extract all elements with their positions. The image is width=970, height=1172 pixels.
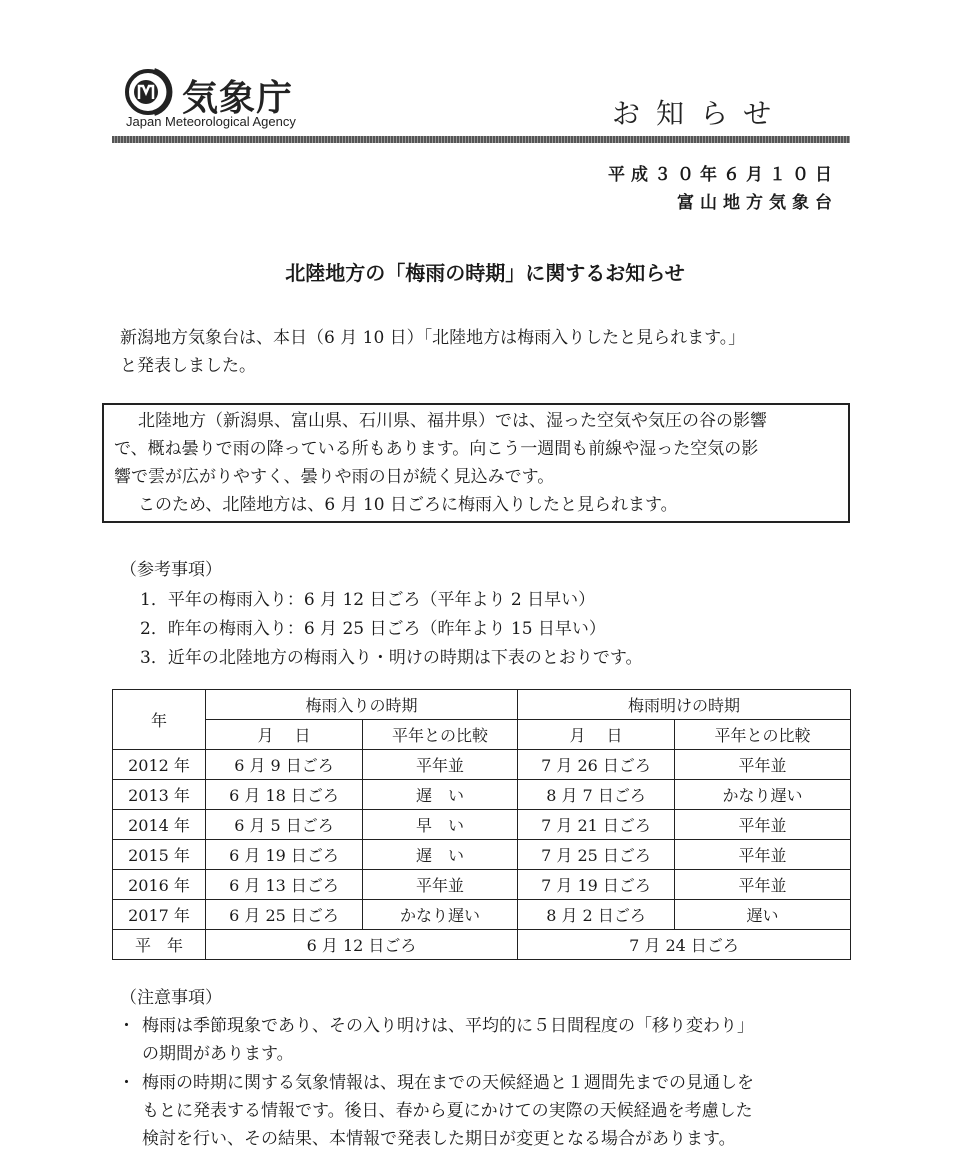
end-compare-cell: かなり遅い xyxy=(675,780,851,810)
summary-line: 北陸地方（新潟県、富山県、石川県、福井県）では、湿った空気や気圧の谷の影響 xyxy=(138,411,767,431)
end-compare-cell: 平年並 xyxy=(675,750,851,780)
intro-paragraph xyxy=(120,324,745,380)
end-compare-cell: 平年並 xyxy=(675,810,851,840)
table-subheader-date: 月 日 xyxy=(518,720,675,750)
end-date-cell: 8 月 7 日ごろ xyxy=(518,780,675,810)
onset-date-cell: 6 月 25 日ごろ xyxy=(206,900,363,930)
reference-item: 2．昨年の梅雨入り：6 月 25 日ごろ（昨年より 15 日早い） xyxy=(140,619,606,639)
table-row xyxy=(113,900,851,930)
summary-conclusion: このため、北陸地方は、6 月 10 日ごろに梅雨入りしたと見られます。 xyxy=(138,495,678,515)
reference-item: 3．近年の北陸地方の梅雨入り・明けの時期は下表のとおりです。 xyxy=(140,648,643,668)
note-line: 梅雨の時期に関する気象情報は、現在までの天候経過と１週間先までの見通しを xyxy=(142,1073,754,1093)
onset-compare-cell: かなり遅い xyxy=(363,900,518,930)
summary-box xyxy=(102,403,850,523)
table-row xyxy=(113,810,851,840)
year-cell: 2017 年 xyxy=(113,900,206,930)
jma-logo xyxy=(124,62,314,132)
summary-line: で、概ね曇りで雨の降っている所もあります。向こう一週間も前線や湿った空気の影 xyxy=(114,439,759,459)
summary-line: 響で雲が広がりやすく、曇りや雨の日が続く見込みです。 xyxy=(114,467,555,487)
end-date-cell: 7 月 21 日ごろ xyxy=(518,810,675,840)
onset-compare-cell: 遅 い xyxy=(363,780,518,810)
onset-date-cell: 6 月 5 日ごろ xyxy=(206,810,363,840)
year-cell: 2016 年 xyxy=(113,870,206,900)
jma-emblem-icon xyxy=(124,68,176,116)
onset-date-cell: 6 月 19 日ごろ xyxy=(206,840,363,870)
intro-line: 新潟地方気象台は、本日（6 月 10 日）「北陸地方は梅雨入りしたと見られます。」 xyxy=(120,328,746,348)
onset-compare-cell: 平年並 xyxy=(363,870,518,900)
intro-line: と発表しました。 xyxy=(120,356,256,376)
rainy-season-table xyxy=(112,689,851,960)
issue-date: 平成３０年６月１０日 xyxy=(608,165,838,185)
logo-english-name: Japan Meteorological Agency xyxy=(126,114,296,129)
page-title: 北陸地方の「梅雨の時期」に関するお知らせ xyxy=(285,261,685,285)
table-header-onset: 梅雨入りの時期 xyxy=(206,690,518,720)
table-row xyxy=(113,840,851,870)
note-item xyxy=(118,1069,754,1153)
onset-compare-cell: 遅 い xyxy=(363,840,518,870)
end-date-cell: 8 月 2 日ごろ xyxy=(518,900,675,930)
note-line: 検討を行い、その結果、本情報で発表した期日が変更となる場合があります。 xyxy=(142,1129,736,1149)
note-line: の期間があります。 xyxy=(142,1044,294,1064)
end-date-cell: 7 月 25 日ごろ xyxy=(518,840,675,870)
table-subheader-date: 月 日 xyxy=(206,720,363,750)
issuer: 富山地方気象台 xyxy=(677,193,838,213)
normal-end-cell: 7 月 24 日ごろ xyxy=(518,930,851,960)
onset-compare-cell: 早 い xyxy=(363,810,518,840)
end-compare-cell: 遅い xyxy=(675,900,851,930)
header-divider xyxy=(112,136,850,143)
table-row xyxy=(113,870,851,900)
note-line: 梅雨は季節現象であり、その入り明けは、平均的に５日間程度の「移り変わり」 xyxy=(142,1016,754,1036)
year-cell: 2014 年 xyxy=(113,810,206,840)
normal-label-cell: 平 年 xyxy=(113,930,206,960)
note-line: もとに発表する情報です。後日、春から夏にかけての実際の天候経過を考慮した xyxy=(142,1101,753,1121)
bullet: ・ xyxy=(118,1073,135,1093)
table-row-normal xyxy=(113,930,851,960)
year-cell: 2015 年 xyxy=(113,840,206,870)
onset-date-cell: 6 月 18 日ごろ xyxy=(206,780,363,810)
year-cell: 2012 年 xyxy=(113,750,206,780)
table-row xyxy=(113,750,851,780)
onset-compare-cell: 平年並 xyxy=(363,750,518,780)
logo-name: 気象庁 xyxy=(182,78,294,119)
bullet: ・ xyxy=(118,1016,135,1036)
table-header-end: 梅雨明けの時期 xyxy=(518,690,851,720)
reference-heading: （参考事項） xyxy=(120,560,222,580)
notice-label: お知らせ xyxy=(612,97,788,130)
end-compare-cell: 平年並 xyxy=(675,870,851,900)
summary-paragraph xyxy=(114,407,767,491)
end-compare-cell: 平年並 xyxy=(675,840,851,870)
end-date-cell: 7 月 26 日ごろ xyxy=(518,750,675,780)
table-subheader-compare: 平年との比較 xyxy=(363,720,518,750)
normal-onset-cell: 6 月 12 日ごろ xyxy=(206,930,518,960)
year-cell: 2013 年 xyxy=(113,780,206,810)
onset-date-cell: 6 月 9 日ごろ xyxy=(206,750,363,780)
onset-date-cell: 6 月 13 日ごろ xyxy=(206,870,363,900)
note-item xyxy=(118,1012,754,1068)
table-subheader-compare: 平年との比較 xyxy=(675,720,851,750)
table-header-year: 年 xyxy=(113,690,206,750)
table-row xyxy=(113,780,851,810)
notes-heading: （注意事項） xyxy=(120,988,222,1008)
end-date-cell: 7 月 19 日ごろ xyxy=(518,870,675,900)
reference-item: 1．平年の梅雨入り：6 月 12 日ごろ（平年より 2 日早い） xyxy=(140,590,596,610)
